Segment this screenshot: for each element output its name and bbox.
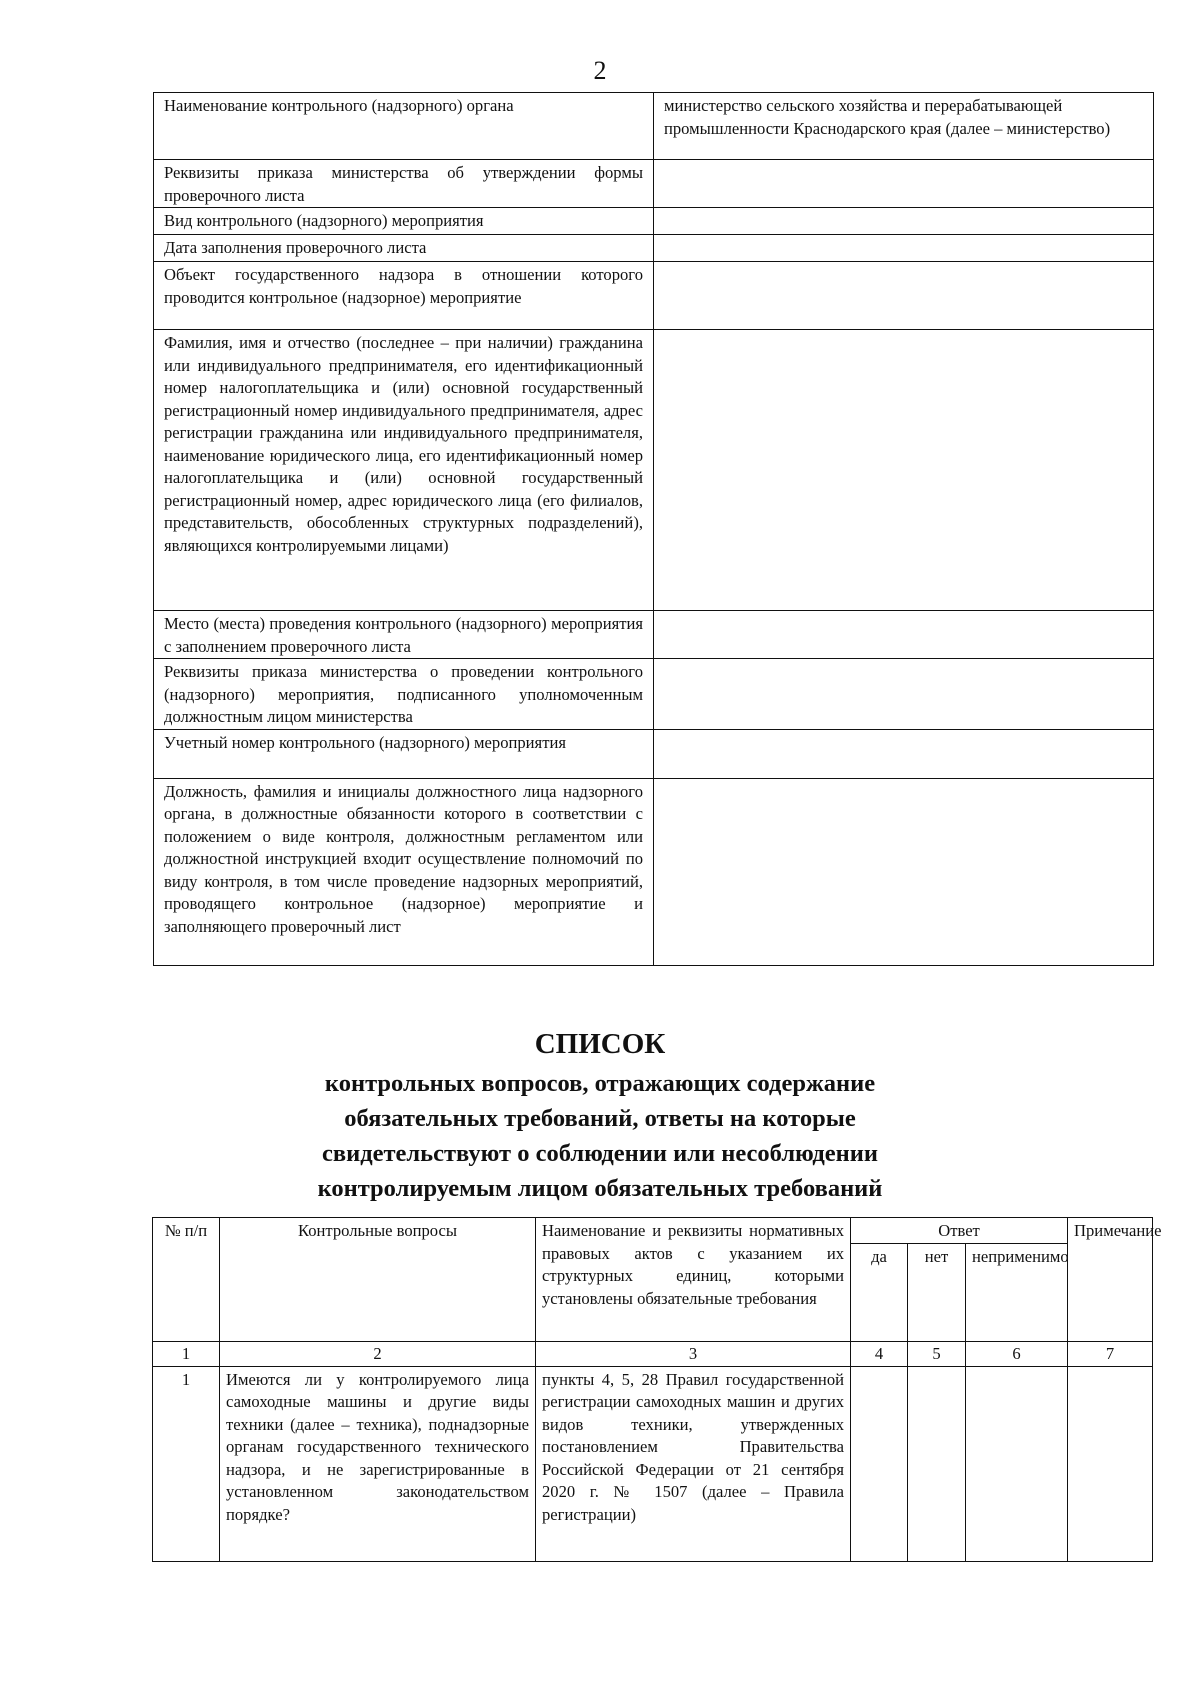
table-row (154, 330, 1154, 611)
table-row (154, 93, 1154, 160)
answer-na-cell[interactable] (966, 1366, 1068, 1561)
table-row (154, 160, 1154, 208)
note-cell[interactable] (1068, 1366, 1153, 1561)
info-label: Реквизиты приказа министерства об утверждении формы проверочного листа (154, 160, 654, 208)
heading-line: контрольных вопросов, отражающих содержание (324, 1070, 876, 1097)
info-value (654, 330, 1154, 611)
info-value (654, 611, 1154, 659)
info-value (654, 208, 1154, 235)
row-question: Имеются ли у контролируемого лица самоходные машины и другие виды техники (далее – техника), поднадзорные органам государственного технического надзора, и не зарегистрированные в установленном законодательством порядке? (220, 1366, 536, 1561)
column-number-row (153, 1342, 1153, 1367)
column-number: 6 (966, 1342, 1068, 1367)
answer-yes-cell[interactable] (851, 1366, 908, 1561)
table-row (154, 778, 1154, 965)
heading-line: контролируемым лицом обязательных требований (317, 1175, 883, 1202)
header-na: неприменимо (966, 1244, 1068, 1342)
row-num: 1 (153, 1366, 220, 1561)
info-value: министерство сельского хозяйства и перерабатывающей промышленности Краснодарского края (далее – министерство) (654, 93, 1154, 160)
column-number: 4 (851, 1342, 908, 1367)
info-value (654, 778, 1154, 965)
header-num: № п/п (153, 1218, 220, 1342)
header-question: Контрольные вопросы (220, 1218, 536, 1342)
table-row (154, 729, 1154, 778)
table-row (154, 262, 1154, 330)
info-label: Фамилия, имя и отчество (последнее – при наличии) гражданина или индивидуального предпринимателя, его идентификационный номер налогоплательщика и (или) основной государственный регистрационный номер индивидуального предпринимателя, адрес регистрации гражданина или индивидуального предпринимателя, наименование юридического лица, его идентификационный номер налогоплательщика и (или) основной государственный регистрационный номер, адрес юридического лица (его филиалов, представительств, обособленных структурных подразделений), являющихся контролируемыми лицами) (154, 330, 654, 611)
header-acts: Наименование и реквизиты нормативных правовых актов с указанием их структурных единиц, которыми установлены обязательные требования (536, 1218, 851, 1342)
table-row (153, 1366, 1153, 1561)
questions-table (152, 1217, 1162, 1562)
table-row (154, 611, 1154, 659)
info-label: Дата заполнения проверочного листа (154, 235, 654, 262)
page-number: 2 (593, 56, 607, 85)
info-value (654, 262, 1154, 330)
header-no: нет (908, 1244, 966, 1342)
answer-no-cell[interactable] (908, 1366, 966, 1561)
header-row (153, 1218, 1153, 1244)
column-number: 2 (220, 1342, 536, 1367)
table-row (154, 659, 1154, 730)
heading-line: свидетельствуют о соблюдении или несоблюдении (322, 1140, 878, 1167)
info-value (654, 729, 1154, 778)
table-row (154, 208, 1154, 235)
heading-title: СПИСОК (534, 1028, 666, 1060)
heading-line: обязательных требований, ответы на которые (344, 1105, 856, 1132)
column-number: 3 (536, 1342, 851, 1367)
info-value (654, 659, 1154, 730)
header-note: Примечание (1068, 1218, 1153, 1342)
table-row (154, 235, 1154, 262)
header-answer: Ответ (851, 1218, 1068, 1244)
info-label: Наименование контрольного (надзорного) органа (154, 93, 654, 160)
section-heading (0, 1025, 1200, 1206)
info-value (654, 160, 1154, 208)
info-value (654, 235, 1154, 262)
header-yes: да (851, 1244, 908, 1342)
info-table (153, 92, 1154, 966)
info-label: Место (места) проведения контрольного (надзорного) мероприятия с заполнением проверочного листа (154, 611, 654, 659)
info-label: Учетный номер контрольного (надзорного) мероприятия (154, 729, 654, 778)
column-number: 7 (1068, 1342, 1153, 1367)
info-label: Должность, фамилия и инициалы должностного лица надзорного органа, в должностные обязанности которого в соответствии с положением о виде контроля, должностным регламентом или должностной инструкцией входит осуществление полномочий по виду контроля, в том числе проведение надзорных мероприятий, проводящего контрольное (надзорное) мероприятие и заполняющего проверочный лист (154, 778, 654, 965)
info-label: Объект государственного надзора в отношении которого проводится контрольное (надзорное) мероприятие (154, 262, 654, 330)
column-number: 1 (153, 1342, 220, 1367)
info-label: Реквизиты приказа министерства о проведении контрольного (надзорного) мероприятия, подписанного уполномоченным должностным лицом министерства (154, 659, 654, 730)
info-label: Вид контрольного (надзорного) мероприятия (154, 208, 654, 235)
row-acts: пункты 4, 5, 28 Правил государственной регистрации самоходных машин и других видов техники, утвержденных постановлением Правительства Российской Федерации от 21 сентября 2020 г. № 1507 (далее – Правила регистрации) (536, 1366, 851, 1561)
column-number: 5 (908, 1342, 966, 1367)
